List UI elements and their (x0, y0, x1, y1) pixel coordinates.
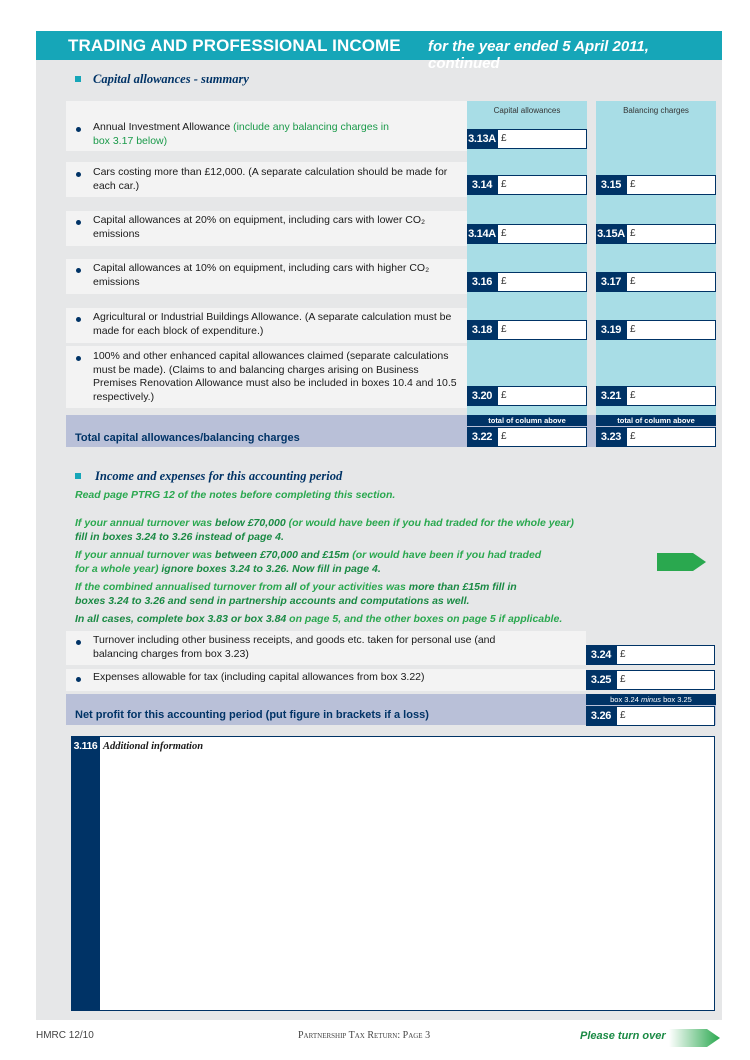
arrow-right-icon (669, 1027, 721, 1049)
field-3-15a[interactable]: £ (626, 224, 716, 244)
total-col-label-2: total of column above (596, 415, 716, 426)
net-calc-label: box 3.24 minus box 3.25 (586, 694, 716, 705)
header-title: TRADING AND PROFESSIONAL INCOME (68, 36, 401, 55)
total-col-label-1: total of column above (467, 415, 587, 426)
row-text-10pct: Capital allowances at 10% on equipment, including cars with higher CO₂ emissions (93, 262, 430, 288)
bullet-icon (76, 356, 81, 361)
field-3-24[interactable]: £ (616, 645, 715, 665)
box-number-3-18: 3.18 (467, 320, 497, 340)
box-number-3-14: 3.14 (467, 175, 497, 195)
field-3-17[interactable]: £ (626, 272, 716, 292)
capital-section-title: Capital allowances - summary (93, 72, 249, 86)
footer-form-code: HMRC 12/10 (36, 1030, 94, 1041)
row-text-buildings: Agricultural or Industrial Buildings Allowance. (A separate calculation must be made for each block of expenditure.) (93, 311, 452, 337)
instruction-2: If your annual turnover was between £70,000 and £15m (or would have been if you had traded for a whole year) ignore boxes 3.24 to 3.26. Now fill in page 4. (75, 549, 542, 575)
row-text-aia: Annual Investment Allowance (include any balancing charges in box 3.17 below) (93, 121, 389, 147)
page-header (36, 31, 722, 72)
row-text-enhanced: 100% and other enhanced capital allowances claimed (separate calculations must be made). (Claims to and balancing charges arising on Business Premises Renovation Allowance must also be included in boxes 10.4 and 10.5 respectively.) (93, 350, 457, 403)
col-header-capital: Capital allowances (493, 106, 561, 115)
row-text-expenses: Expenses allowable for tax (including capital allowances from box 3.22) (93, 671, 425, 683)
section-marker-icon (75, 76, 81, 82)
net-profit-label: Net profit for this accounting period (put figure in brackets if a loss) (75, 709, 429, 721)
bullet-icon (76, 220, 81, 225)
box-number-3-21: 3.21 (596, 386, 626, 406)
field-3-25[interactable]: £ (616, 670, 715, 690)
arrow-right-icon (657, 551, 707, 573)
col-header-balancing: Balancing charges (623, 106, 689, 115)
bullet-icon (76, 268, 81, 273)
additional-info-sidebar (71, 736, 100, 1011)
box-number-3-26: 3.26 (586, 706, 616, 726)
row-text-turnover: Turnover including other business receipts, and goods etc. taken for personal use (and balancing charges from box 3.23) (93, 634, 496, 660)
box-number-3-14a: 3.14A (467, 224, 497, 244)
box-number-3-25: 3.25 (586, 670, 616, 690)
footer-page-label: Partnership Tax Return: Page 3 (298, 1030, 431, 1041)
field-3-21[interactable]: £ (626, 386, 716, 406)
field-3-26[interactable]: £ (616, 706, 715, 726)
box-number-3-17: 3.17 (596, 272, 626, 292)
field-3-14a[interactable]: £ (497, 224, 587, 244)
box-number-3-19: 3.19 (596, 320, 626, 340)
additional-info-box[interactable] (71, 736, 715, 1011)
field-3-22[interactable]: £ (497, 427, 587, 447)
box-number-3-24: 3.24 (586, 645, 616, 665)
box-number-3-13a: 3.13A (467, 129, 497, 149)
bullet-icon (76, 677, 81, 682)
footer-turn-over: Please turn over (580, 1030, 666, 1042)
row-text-cars: Cars costing more than £12,000. (A separate calculation should be made for each car.) (93, 166, 448, 192)
bullet-icon (76, 172, 81, 177)
field-3-20[interactable]: £ (497, 386, 587, 406)
field-3-13a[interactable]: £ (497, 129, 587, 149)
box-number-3-16: 3.16 (467, 272, 497, 292)
additional-info-label: Additional information (103, 741, 204, 752)
header-subtitle: for the year ended 5 April 2011, continued (428, 38, 649, 72)
field-3-19[interactable]: £ (626, 320, 716, 340)
field-3-15[interactable]: £ (626, 175, 716, 195)
bullet-icon (76, 127, 81, 132)
instruction-1: If your annual turnover was below £70,000 (or would have been if you had traded for the whole year) fill in boxes 3.24 to 3.26 instead of page 4. (75, 517, 574, 543)
box-number-3-116: 3.116 (73, 740, 98, 752)
instruction-4: In all cases, complete box 3.83 or box 3.84 on page 5, and the other boxes on page 5 if applicable. (75, 613, 563, 625)
income-section-title: Income and expenses for this accounting period (95, 469, 343, 483)
section-marker-icon (75, 473, 81, 479)
instruction-3: If the combined annualised turnover from all of your activities was more than £15m fill in boxes 3.24 to 3.26 and send in partnership accounts and computations as well. (75, 581, 517, 607)
box-number-3-15a: 3.15A (596, 224, 626, 244)
field-3-14[interactable]: £ (497, 175, 587, 195)
box-number-3-15: 3.15 (596, 175, 626, 195)
bullet-icon (76, 640, 81, 645)
bullet-icon (76, 317, 81, 322)
field-3-16[interactable]: £ (497, 272, 587, 292)
totals-label: Total capital allowances/balancing charges (75, 432, 300, 444)
field-3-18[interactable]: £ (497, 320, 587, 340)
read-note: Read page PTRG 12 of the notes before completing this section. (75, 489, 396, 501)
box-number-3-22: 3.22 (467, 427, 497, 447)
box-number-3-23: 3.23 (596, 427, 626, 447)
row-text-20pct: Capital allowances at 20% on equipment, including cars with lower CO₂ emissions (93, 214, 426, 240)
field-3-23[interactable]: £ (626, 427, 716, 447)
box-number-3-20: 3.20 (467, 386, 497, 406)
